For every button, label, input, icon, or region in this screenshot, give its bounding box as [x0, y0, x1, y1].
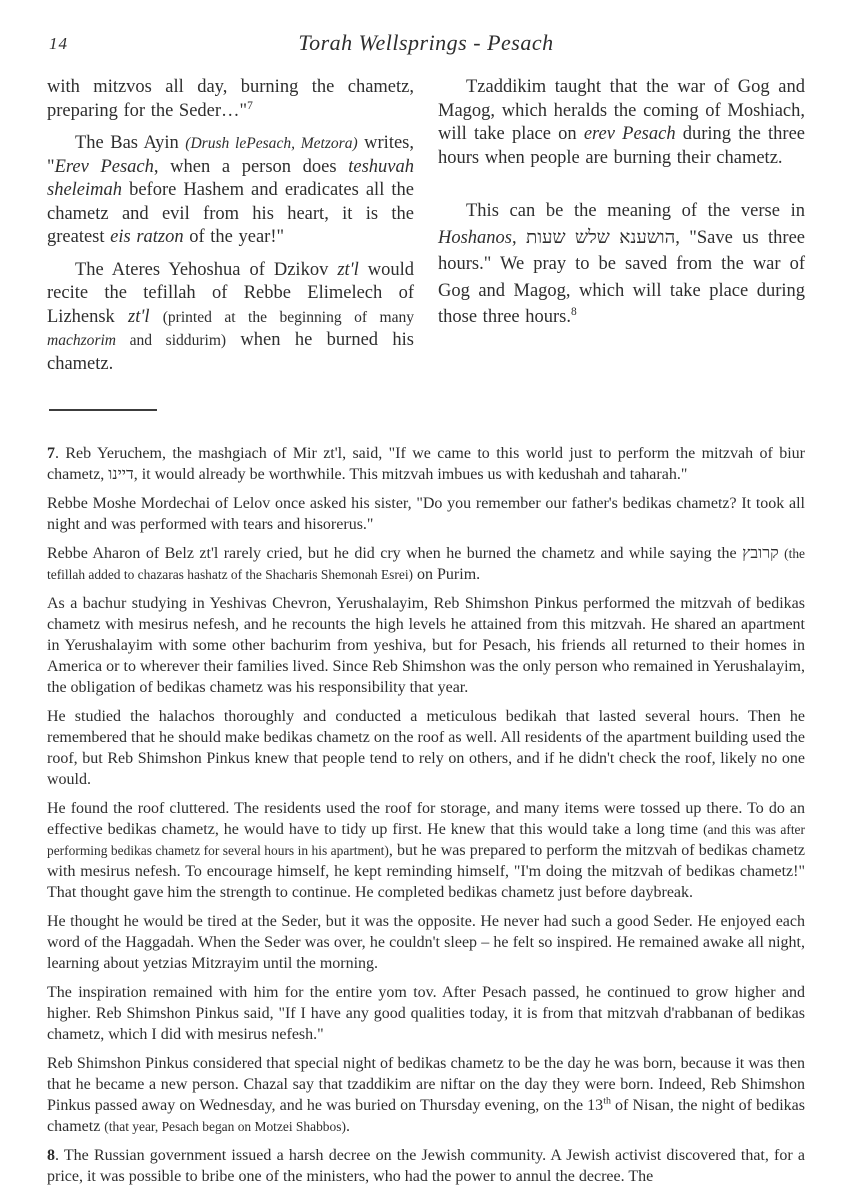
- text-segment: , it would already be worthwhile. This mitzvah imbues us with kedushah and taharah.": [133, 466, 688, 483]
- footnote-paragraph: [47, 1053, 805, 1137]
- running-title: Torah Wellsprings - Pesach: [298, 30, 554, 55]
- text-segment: Erev Pesach: [54, 156, 154, 177]
- text-segment: eis ratzon: [110, 227, 184, 247]
- text-segment: ,: [512, 227, 527, 248]
- paragraph: [438, 76, 805, 170]
- text-segment: before Hashem and eradicates all the chametz and evil from his heart, it is the greatest: [47, 180, 414, 247]
- footnote-paragraph: [47, 911, 805, 974]
- text-segment: writes, ": [47, 133, 415, 177]
- text-segment: zt'l: [128, 306, 150, 327]
- text-segment: of Nisan, the night of bedikas chametz: [47, 1097, 806, 1135]
- text-segment: th: [603, 1095, 611, 1107]
- text-segment: and siddurim): [116, 332, 227, 349]
- text-segment: (the tefillah added to chazaras hashatz of the Shacharis Shemonah Esrei): [47, 546, 806, 582]
- text-segment: (that year, Pesach began on Motzei Shabbos): [104, 1119, 346, 1134]
- text-segment: 7: [247, 99, 253, 112]
- text-segment: קרובץ: [742, 545, 779, 562]
- text-segment: .: [345, 1118, 350, 1135]
- page-number: 14: [49, 34, 68, 53]
- text-segment: (and this was after performing bedikas chametz for several hours in his apartment): [47, 822, 805, 858]
- footnote-paragraph: [47, 543, 805, 585]
- text-segment: (printed at the beginning of many: [162, 308, 415, 326]
- text-segment: [149, 307, 162, 327]
- paragraph: [438, 198, 805, 331]
- text-segment: Hoshanos: [438, 227, 513, 248]
- text-segment: (Drush lePesach, Metzora): [185, 135, 358, 152]
- footnote-paragraph: [47, 593, 805, 698]
- text-segment: הושענא שלש שעות: [526, 227, 676, 248]
- footnote-paragraph: [47, 1145, 805, 1187]
- footnote-paragraph: [47, 493, 805, 535]
- text-segment: . Reb Yeruchem, the mashgiach of Mir zt'l, said, "If we came to this world just to perform the mitzvah of biur chametz,: [47, 445, 805, 483]
- text-segment: Rebbe Moshe Mordechai of Lelov once asked his sister, "Do you remember our father's bedikas chametz? It took all night and was performed with tears and hisorerus.": [47, 495, 805, 533]
- footnote-paragraph: [47, 443, 805, 485]
- text-segment: , but he was prepared to perform the mitzvah of bedikas chametz with mesirus nefesh. To encourage himself, he kept reminding himself, "I'm doing the mitzvah of bedikas chametz!" That thought gave him the strength to continue. He completed bedikas chametz just before daybreak.: [47, 842, 806, 901]
- paragraph: [47, 259, 414, 377]
- text-segment: , when a person does: [153, 156, 349, 177]
- text-segment: machzorim: [47, 332, 117, 349]
- footnotes-section: [47, 443, 805, 1187]
- text-segment: He studied the halachos thoroughly and conducted a meticulous bedikah that lasted several hours. Then he remembered that he should make bedikas chametz on the roof as well. All residents of the apartment building used the roof, but Reb Shimshon Pinkus knew that people tend to rely on others, and if he didn't check the roof, likely no one would.: [47, 708, 805, 788]
- text-segment: The Ateres Yehoshua of Dzikov: [75, 259, 338, 280]
- paragraph: [47, 76, 414, 123]
- footnote-paragraph: [47, 798, 805, 903]
- paragraph: [47, 132, 414, 250]
- text-segment: would recite the tefillah of Rebbe Elimelech of Lizhensk: [47, 259, 415, 327]
- text-segment: Reb Shimshon Pinkus considered that special night of bedikas chametz to be the day he was born, because it was then that he became a new person. Chazal say that tzaddikim are niftar on the day they were born. Indeed, Reb Shimshon Pinkus passed away on Wednesday, and he was buried on Thursday evening, on the 13: [47, 1055, 805, 1114]
- footnote-separator: [49, 409, 157, 411]
- text-segment: teshuvah sheleimah: [47, 156, 414, 200]
- text-segment: He thought he would be tired at the Seder, but it was the opposite. He never had such a good Seder. He enjoyed each word of the Haggadah. When the Seder was over, he couldn't sleep – he felt so inspired. He remained awake all night, learning about yetzias Mitzrayim until the morning.: [47, 913, 805, 972]
- right-column: [438, 76, 805, 385]
- text-segment: when he burned his chametz.: [47, 330, 414, 374]
- text-segment: Tzaddikim taught that the war of Gog and Magog, which heralds the coming of Moshiach, will take place on: [438, 77, 805, 144]
- left-column: [47, 76, 414, 385]
- footnote-paragraph: [47, 706, 805, 790]
- text-segment: with mitzvos all day, burning the chametz, preparing for the Seder…": [47, 77, 414, 121]
- footnote-paragraph: [47, 982, 805, 1045]
- text-segment: As a bachur studying in Yeshivas Chevron, Yerushalayim, Reb Shimshon Pinkus performed the mitzvah of bedikas chametz with mesirus nefesh, and he recounts the high levels he attained from this mitzvah. He shared an apartment in Yerushalayim with some other bachurim from yeshiva, but for Pesach, his friends all returned to their homes in America or to wherever their families lived. Since Reb Shimshon was the only person who remained in Yerushalayim, the obligation of bedikas chametz was his responsibility that year.: [47, 595, 805, 696]
- text-segment: zt'l: [337, 259, 359, 280]
- text-segment: He found the roof cluttered. The residents used the roof for storage, and many items were tossed up there. To do an effective bedikas chametz, he would have to tidy up first. He knew that this would take a long time: [47, 800, 805, 838]
- text-segment: of the year!": [183, 227, 285, 247]
- text-segment: 7: [47, 445, 55, 462]
- text-segment: on Purim.: [413, 566, 481, 583]
- text-segment: דיינו: [108, 466, 134, 483]
- text-segment: during the three hours when people are burning their chametz.: [438, 124, 805, 168]
- text-segment: The inspiration remained with him for the entire yom tov. After Pesach passed, he continued to grow higher and higher. Reb Shimshon Pinkus said, "If I have any good qualities today, it is from that mitzvah d'rabbanan of bedikas chametz, which I did with mesirus nefesh.": [47, 984, 805, 1043]
- main-text: [47, 76, 805, 385]
- text-segment: . The Russian government issued a harsh decree on the Jewish community. A Jewish activist discovered that, for a price, it was possible to bribe one of the ministers, who had the power to annul the decree. The: [47, 1147, 805, 1185]
- text-segment: 8: [47, 1147, 55, 1164]
- text-segment: This can be the meaning of the verse in: [466, 201, 805, 221]
- text-segment: 8: [571, 305, 577, 318]
- text-segment: , "Save us three hours." We pray to be saved from the war of Gog and Magog, which will take place during those three hours.: [438, 227, 806, 327]
- text-segment: Rebbe Aharon of Belz zt'l rarely cried, but he did cry when he burned the chametz and while saying the: [47, 545, 743, 562]
- page-header: [47, 30, 805, 60]
- text-segment: The Bas Ayin: [75, 133, 186, 153]
- text-segment: erev Pesach: [583, 124, 676, 144]
